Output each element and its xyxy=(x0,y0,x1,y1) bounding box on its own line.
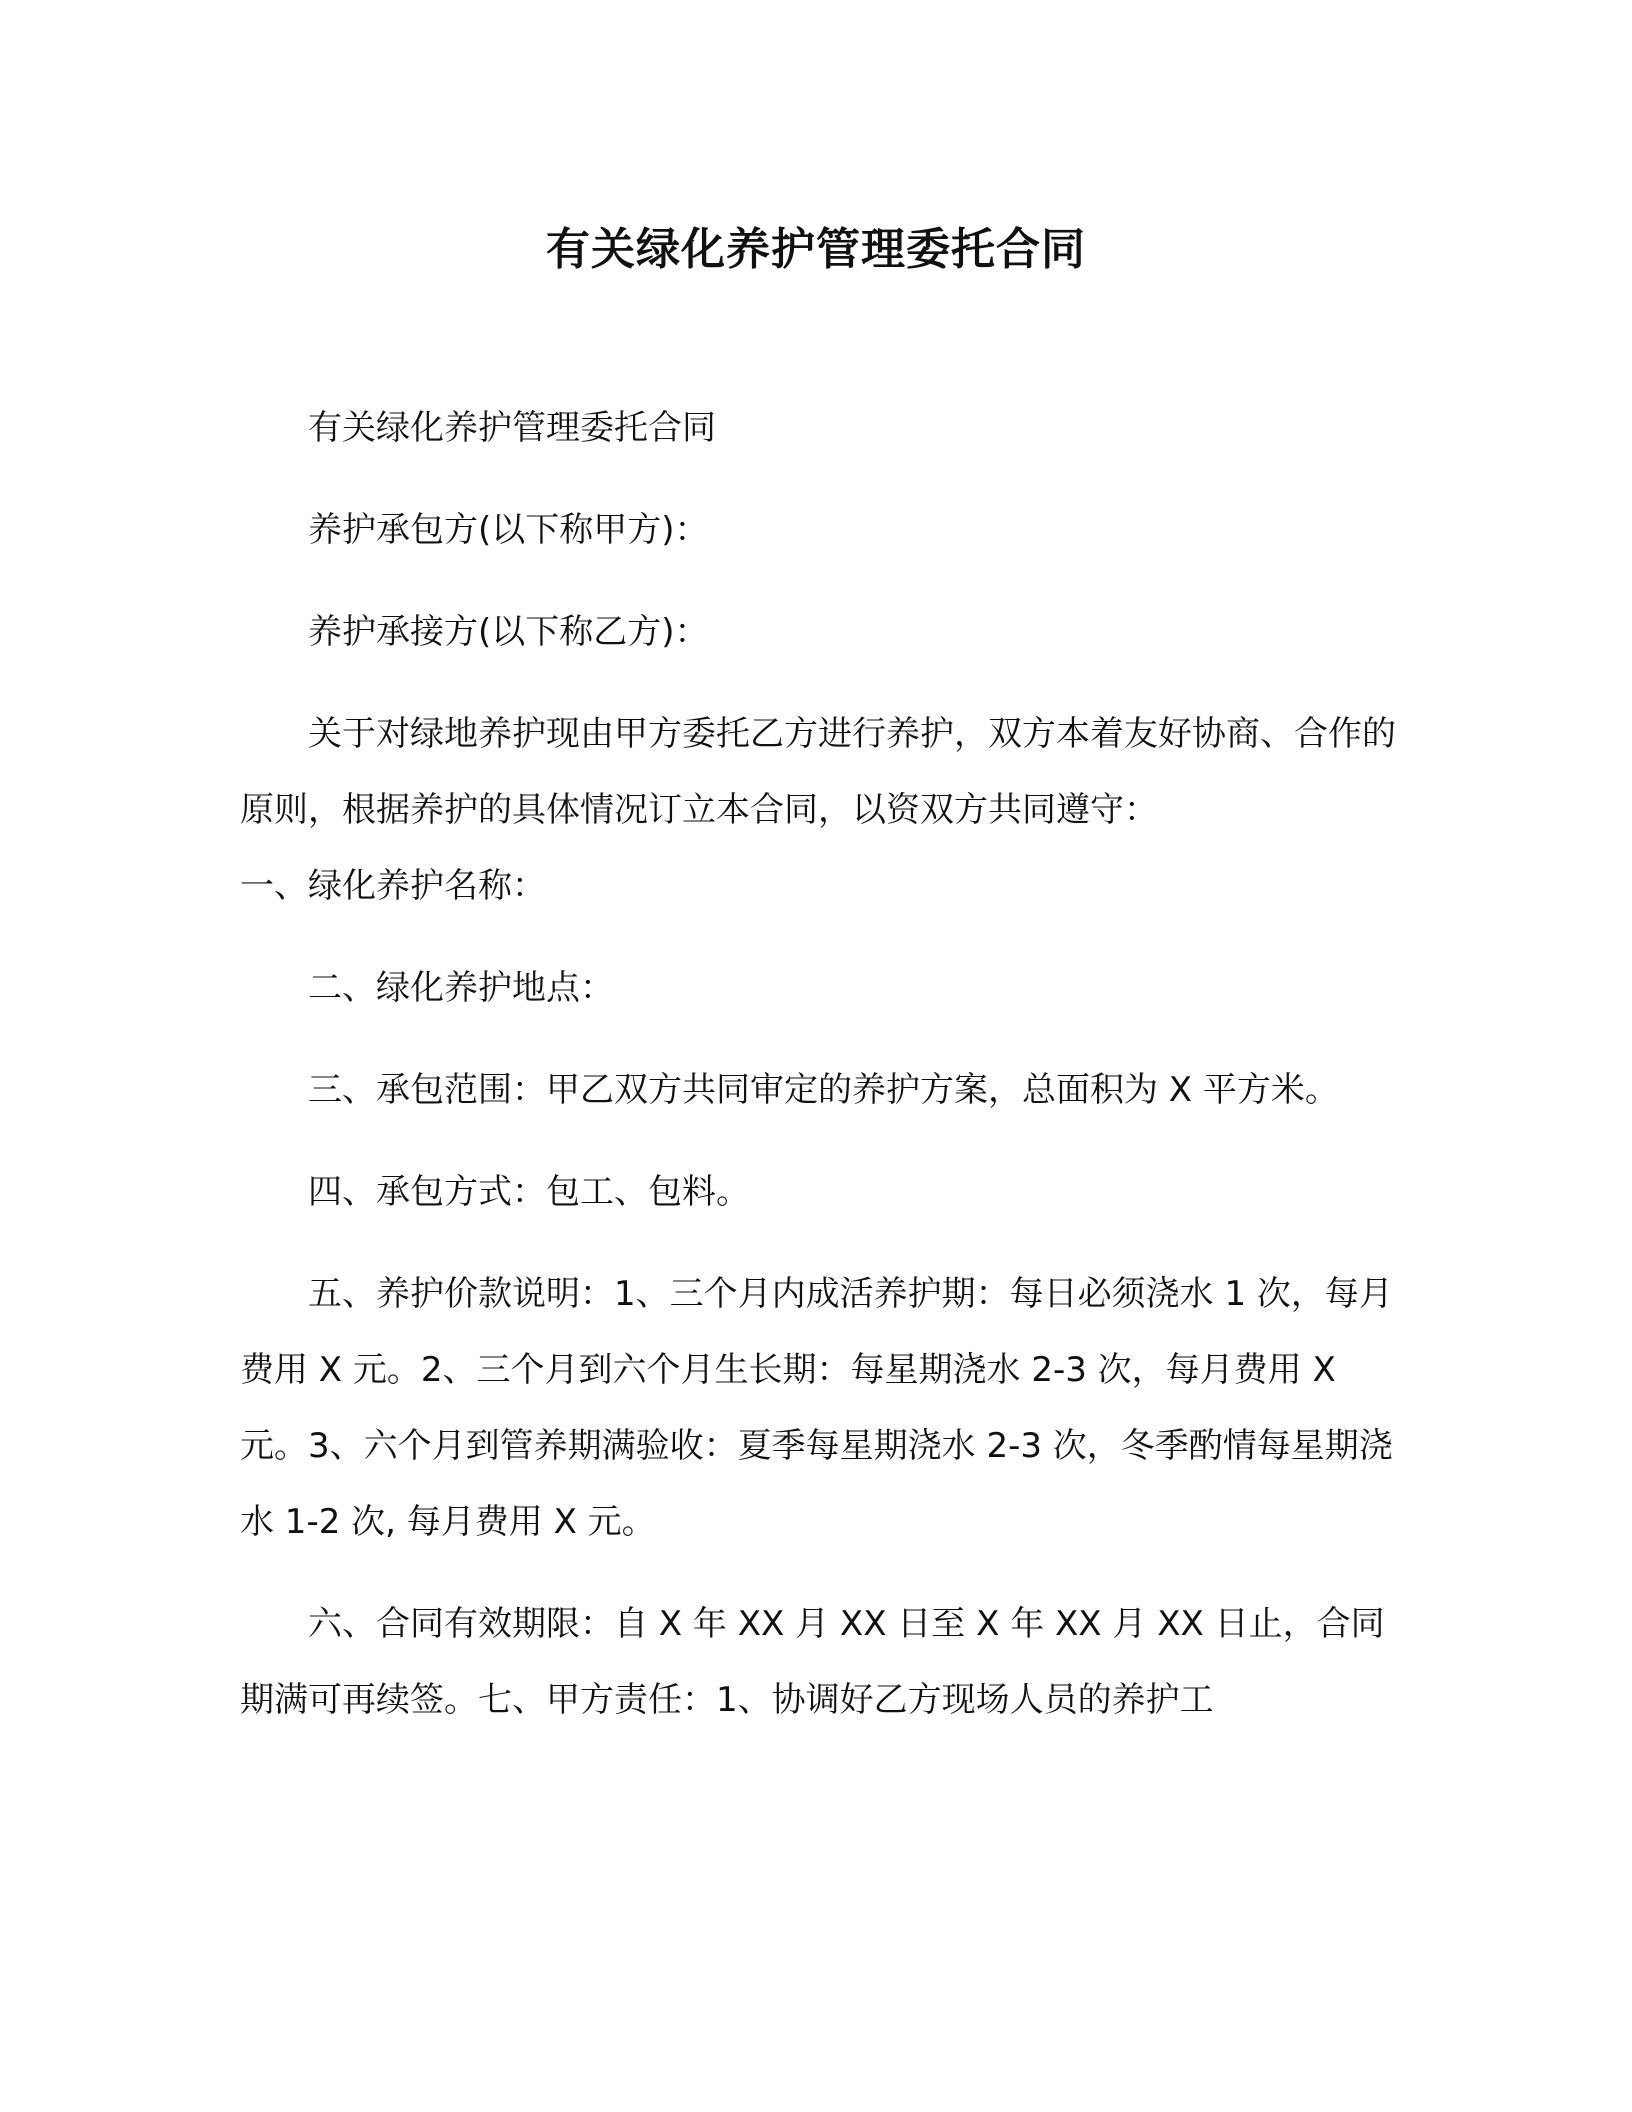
paragraph-clause-1: 一、绿化养护名称： xyxy=(240,866,546,906)
paragraph-clause-3: 三、承包范围：甲乙双方共同审定的养护方案，总面积为 X 平方米。 xyxy=(308,1070,1339,1110)
paragraph-clause-2: 二、绿化养护地点： xyxy=(308,968,614,1008)
paragraph-preamble: 关于对绿地养护现由甲方委托乙方进行养护，双方本着友好协商、合作的原则，根据养护的具体情况订立本合同，以资双方共同遵守： xyxy=(240,714,1396,830)
paragraph-clause-6: 六、合同有效期限：自 X 年 XX 月 XX 日至 X 年 XX 月 XX 日止，合同期满可再续签。七、甲方责任：1、协调好乙方现场人员的养护工 xyxy=(240,1604,1385,1720)
document-title: 有关绿化养护管理委托合同 xyxy=(546,224,1086,275)
document-body xyxy=(240,390,1400,1738)
paragraph-clause-4: 四、承包方式：包工、包料。 xyxy=(308,1172,750,1212)
paragraph-clause-5: 五、养护价款说明：1、三个月内成活养护期：每日必须浇水 1 次，每月费用 X 元。2、三个月到六个月生长期：每星期浇水 2-3 次，每月费用 X 元。3、六个月到管养期满验收：夏季每星期浇水 2-3 次，冬季酌情每星期浇水 1-2 次, 每月费用 X 元。 xyxy=(240,1274,1393,1542)
paragraph-party-b: 养护承接方(以下称乙方)： xyxy=(308,612,709,652)
paragraph-subtitle: 有关绿化养护管理委托合同 xyxy=(308,408,716,448)
paragraph-party-a: 养护承包方(以下称甲方)： xyxy=(308,510,709,550)
